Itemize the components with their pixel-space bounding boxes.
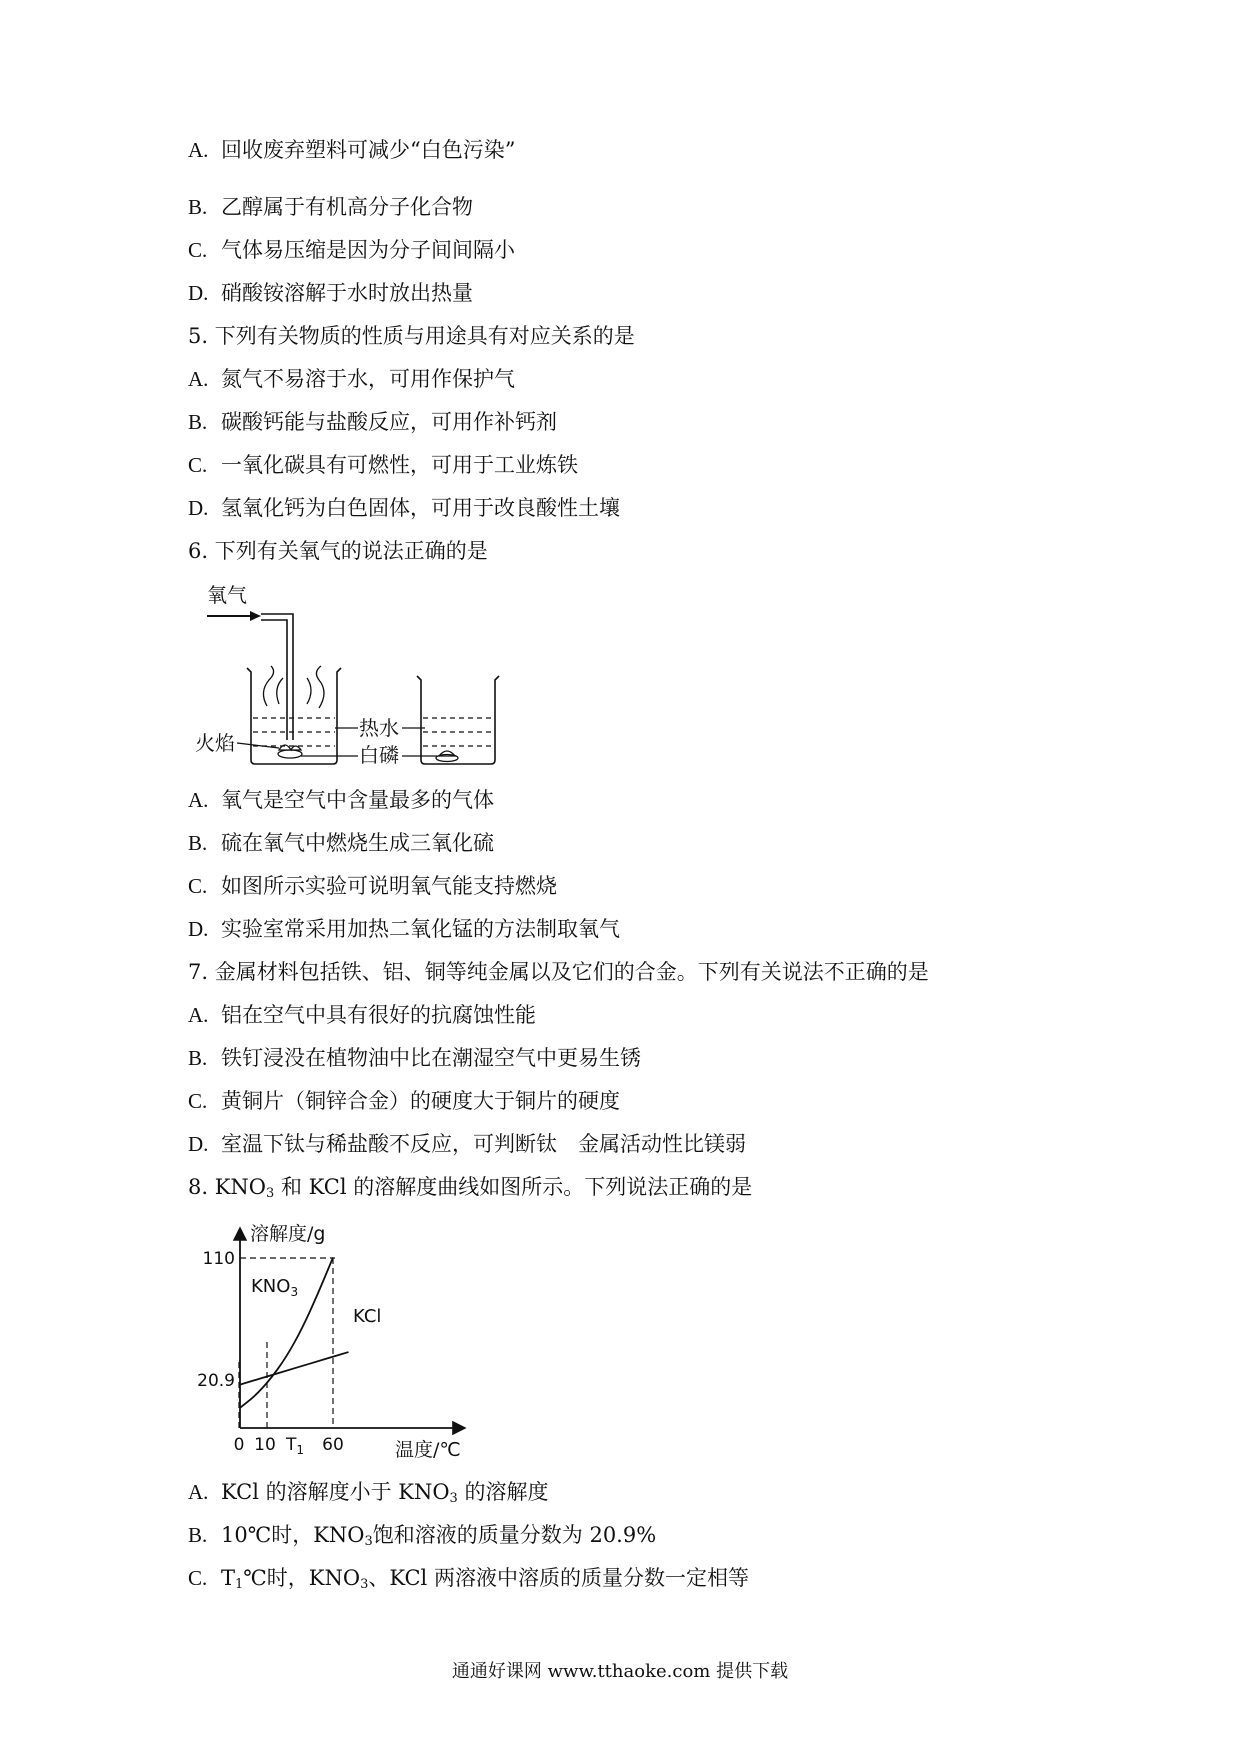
q8-option-a	[188, 1478, 549, 1506]
option-text-pre: KCl 的溶解度小于 KNO	[221, 1480, 450, 1504]
option-letter: A.	[188, 367, 209, 391]
option-text: 黄铜片（铜锌合金）的硬度大于铜片的硬度	[221, 1089, 620, 1113]
left-water	[253, 718, 335, 746]
right-phosphorus-icon	[436, 751, 458, 762]
option-text-post: ℃时，KNO	[243, 1566, 361, 1590]
q4-option-b	[188, 193, 473, 221]
option-letter: A.	[188, 138, 209, 162]
option-text: 乙醇属于有机高分子化合物	[221, 195, 473, 219]
option-text: 实验室常采用加热二氧化锰的方法制取氧气	[221, 917, 620, 941]
option-letter: A.	[188, 1480, 209, 1504]
kno3-label-main: KNO	[251, 1276, 291, 1297]
series-label-kno3	[251, 1276, 298, 1299]
option-text: 一氧化碳具有可燃性，可用于工业炼铁	[221, 453, 578, 477]
option-letter: B.	[188, 410, 208, 434]
option-letter: C.	[188, 238, 208, 262]
option-letter: A.	[188, 1003, 209, 1027]
option-text-pre: T	[221, 1566, 236, 1590]
q8-stem-b: 和 KCl 的溶解度曲线如图所示。下列说法正确的是	[274, 1175, 753, 1199]
oxygen-arrow	[207, 611, 261, 621]
label-oxygen: 氧气	[207, 583, 247, 607]
option-letter: D.	[188, 1132, 209, 1156]
option-letter: B.	[188, 831, 208, 855]
q4-option-d	[188, 279, 473, 307]
option-text: 气体易压缩是因为分子间间隔小	[221, 238, 515, 262]
q6-option-a	[188, 786, 494, 814]
option-text-pre: 10℃时，KNO	[221, 1523, 365, 1547]
option-letter: A.	[188, 788, 209, 812]
option-text: 回收废弃塑料可减少“白色污染”	[221, 138, 516, 162]
y-tick-110: 110	[202, 1249, 235, 1269]
option-letter: D.	[188, 496, 209, 520]
q5-option-d	[188, 494, 620, 522]
q5-option-b	[188, 408, 557, 436]
series-label-kcl: KCl	[353, 1306, 382, 1327]
q7-stem: 7. 金属材料包括铁、铝、铜等纯金属以及它们的合金。下列有关说法不正确的是	[188, 960, 929, 984]
page-footer: 通通好课网 www.tthaoke.com 提供下载	[451, 1661, 789, 1682]
x-tick-60: 60	[322, 1435, 344, 1455]
q7-option-d	[188, 1130, 746, 1158]
option-text: 铝在空气中具有很好的抗腐蚀性能	[221, 1003, 536, 1027]
q4-option-a	[188, 136, 515, 164]
series-line-kcl	[240, 1352, 349, 1385]
oxygen-tube	[261, 614, 293, 740]
q4-option-c	[188, 236, 515, 264]
option-letter: C.	[188, 874, 208, 898]
kno3-label-sub: 3	[290, 1285, 299, 1299]
option-letter: C.	[188, 453, 208, 477]
option-text: 如图所示实验可说明氧气能支持燃烧	[221, 874, 557, 898]
q6-option-c	[188, 872, 557, 900]
option-text: 碳酸钙能与盐酸反应，可用作补钙剂	[221, 410, 557, 434]
option-text: 室温下钛与稀盐酸不反应，可判断钛 金属活动性比镁弱	[221, 1132, 746, 1156]
q8-stem-sub: 3	[266, 1186, 275, 1201]
label-flame: 火焰	[195, 731, 235, 755]
option-text-post: 饱和溶液的质量分数为 20.9%	[372, 1523, 657, 1547]
option-letter: D.	[188, 281, 209, 305]
x-tick-t1	[285, 1435, 304, 1457]
q8-option-c	[188, 1564, 749, 1592]
q8-stem	[188, 1173, 752, 1201]
option-text: 氢氧化钙为白色固体，可用于改良酸性土壤	[221, 496, 620, 520]
x-axis-label: 温度/℃	[395, 1439, 461, 1461]
label-hot-water: 热水	[359, 716, 399, 740]
q6-experiment-figure	[195, 580, 515, 775]
q5-option-a	[188, 365, 515, 393]
q6-option-d	[188, 915, 620, 943]
option-letter: B.	[188, 1523, 208, 1547]
option-text-post2: 、KCl 两溶液中溶质的质量分数一定相等	[368, 1566, 749, 1590]
y-tick-20-9: 20.9	[197, 1371, 235, 1391]
option-letter: C.	[188, 1089, 208, 1113]
option-letter: B.	[188, 1046, 208, 1070]
option-text: 氧气是空气中含量最多的气体	[221, 788, 494, 812]
option-text: 氮气不易溶于水，可用作保护气	[221, 367, 515, 391]
q5-stem: 5. 下列有关物质的性质与用途具有对应关系的是	[188, 324, 635, 348]
q8-option-b	[188, 1521, 656, 1549]
right-water	[423, 718, 493, 746]
option-letter: C.	[188, 1566, 208, 1590]
flame-icon	[278, 745, 302, 758]
option-text: 铁钉浸没在植物油中比在潮湿空气中更易生锈	[221, 1046, 641, 1070]
option-text-sub2: 3	[360, 1577, 369, 1592]
q7-option-a	[188, 1001, 536, 1029]
x-tick-10: 10	[254, 1435, 276, 1455]
solubility-chart	[195, 1218, 485, 1468]
option-text-sub: 3	[364, 1534, 373, 1549]
option-text: 硝酸铵溶解于水时放出热量	[221, 281, 473, 305]
label-white-phosphorus: 白磷	[359, 743, 399, 767]
x-tick-t1-main: T	[285, 1435, 297, 1455]
option-letter: B.	[188, 195, 208, 219]
q7-option-c	[188, 1087, 620, 1115]
q8-stem-a: 8. KNO	[188, 1175, 266, 1199]
right-beaker	[417, 676, 499, 764]
option-text: 硫在氧气中燃烧生成三氧化硫	[221, 831, 494, 855]
y-axis-label: 溶解度/g	[250, 1223, 326, 1245]
option-text-post: 的溶解度	[457, 1480, 549, 1504]
option-text-sub: 1	[235, 1577, 244, 1592]
q7-option-b	[188, 1044, 641, 1072]
x-tick-0: 0	[233, 1435, 245, 1455]
q5-option-c	[188, 451, 578, 479]
option-text-sub: 3	[449, 1491, 458, 1506]
q6-stem: 6. 下列有关氧气的说法正确的是	[188, 539, 488, 563]
q6-option-b	[188, 829, 494, 857]
x-tick-t1-sub: 1	[296, 1443, 305, 1457]
option-letter: D.	[188, 917, 209, 941]
